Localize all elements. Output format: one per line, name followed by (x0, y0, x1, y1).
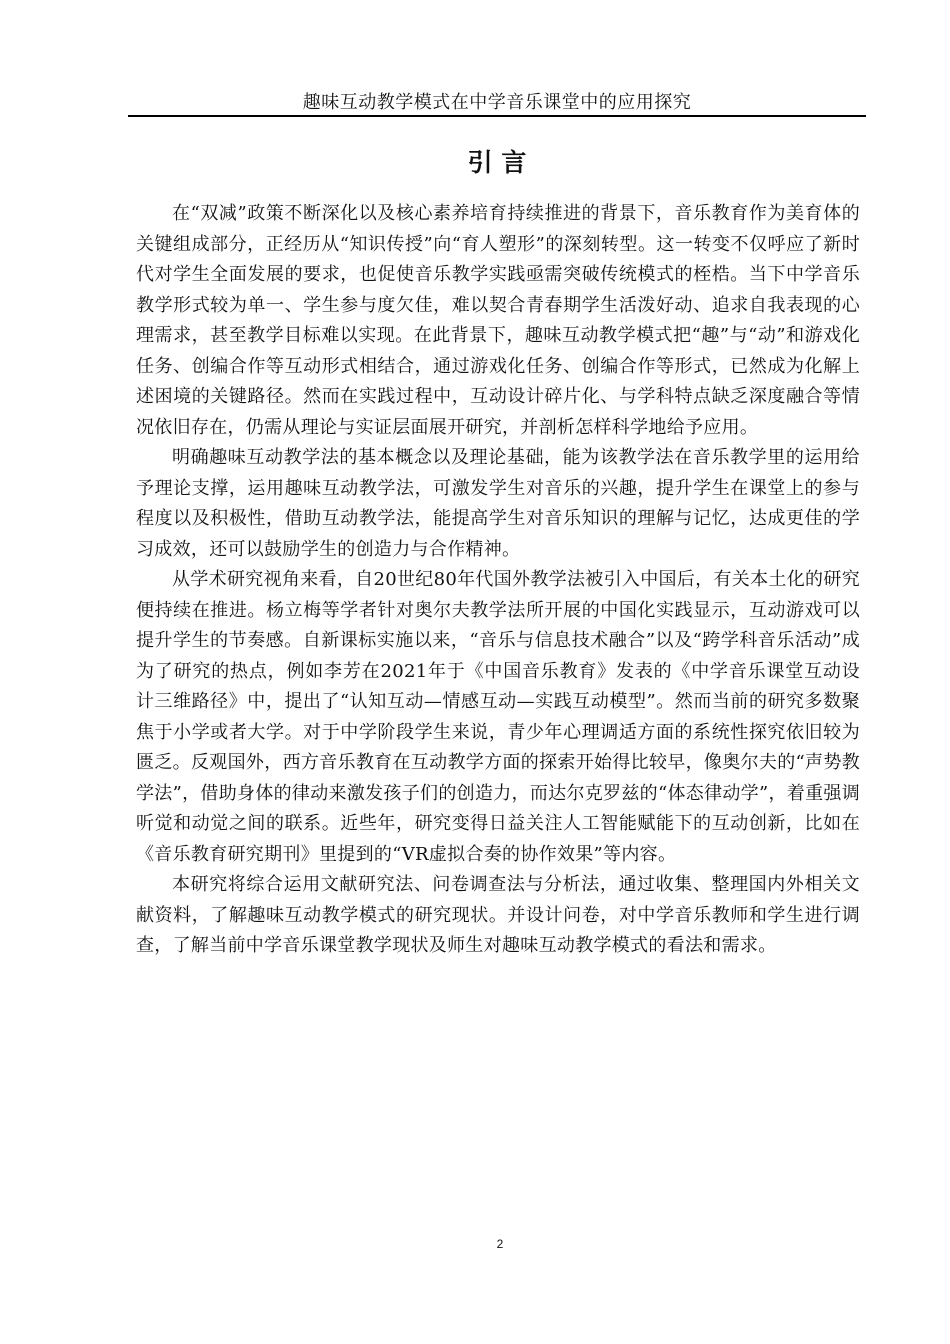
paragraph-3: 从学术研究视角来看，自20世纪80年代国外教学法被引入中国后，有关本土化的研究便持续在推进。杨立梅等学者针对奥尔夫教学法所开展的中国化实践显示，互动游戏可以提升学生的节奏感。自新课标实施以来，“音乐与信息技术融合”以及“跨学科音乐活动”成为了研究的热点，例如李芳在2021年于《中国音乐教育》发表的《中学音乐课堂互动设计三维路径》中，提出了“认知互动—情感互动—实践互动模型”。然而当前的研究多数聚焦于小学或者大学。对于中学阶段学生来说，青少年心理调适方面的系统性探究依旧较为匮乏。反观国外，西方音乐教育在互动教学方面的探索开始得比较早，像奥尔夫的“声势教学法”，借助身体的律动来激发孩子们的创造力，而达尔克罗兹的“体态律动学”，着重强调听觉和动觉之间的联系。近些年，研究变得日益关注人工智能赋能下的互动创新，比如在《音乐教育研究期刊》里提到的“VR虚拟合奏的协作效果”等内容。 (136, 569, 860, 865)
running-header: 趣味互动教学模式在中学音乐课堂中的应用探究 (302, 92, 692, 113)
paragraph-1: 在“双减”政策不断深化以及核心素养培育持续推进的背景下，音乐教育作为美育体的关键组成部分，正经历从“知识传授”向“育人塑形”的深刻转型。这一转变不仅呼应了新时代对学生全面发展的要求，也促使音乐教学实践亟需突破传统模式的桎梏。当下中学音乐教学形式较为单一、学生参与度欠佳，难以契合青春期学生活泼好动、追求自我表现的心理需求，甚至教学目标难以实现。在此背景下，趣味互动教学模式把“趣”与“动”和游戏化任务、创编合作等互动形式相结合，通过游戏化任务、创编合作等形式，已然成为化解上述困境的关键路径。然而在实践过程中，互动设计碎片化、与学科特点缺乏深度融合等情况依旧存在，仍需从理论与实证层面展开研究，并剖析怎样科学地给予应用。 (136, 203, 860, 438)
body-text (136, 199, 860, 962)
paragraph-4: 本研究将综合运用文献研究法、问卷调查法与分析法，通过收集、整理国内外相关文献资料，了解趣味互动教学模式的研究现状。并设计问卷，对中学音乐教师和学生进行调查，了解当前中学音乐课堂教学现状及师生对趣味互动教学模式的看法和需求。 (136, 874, 860, 956)
page-number: 2 (496, 1237, 504, 1251)
paragraph-2: 明确趣味互动教学法的基本概念以及理论基础，能为该教学法在音乐教学里的运用给予理论支撑，运用趣味互动教学法，可激发学生对音乐的兴趣，提升学生在课堂上的参与程度以及积极性，借助互动教学法，能提高学生对音乐知识的理解与记忆，达成更佳的学习成效，还可以鼓励学生的创造力与合作精神。 (136, 447, 860, 560)
header-rule (128, 115, 866, 117)
section-title: 引 言 (467, 148, 527, 177)
